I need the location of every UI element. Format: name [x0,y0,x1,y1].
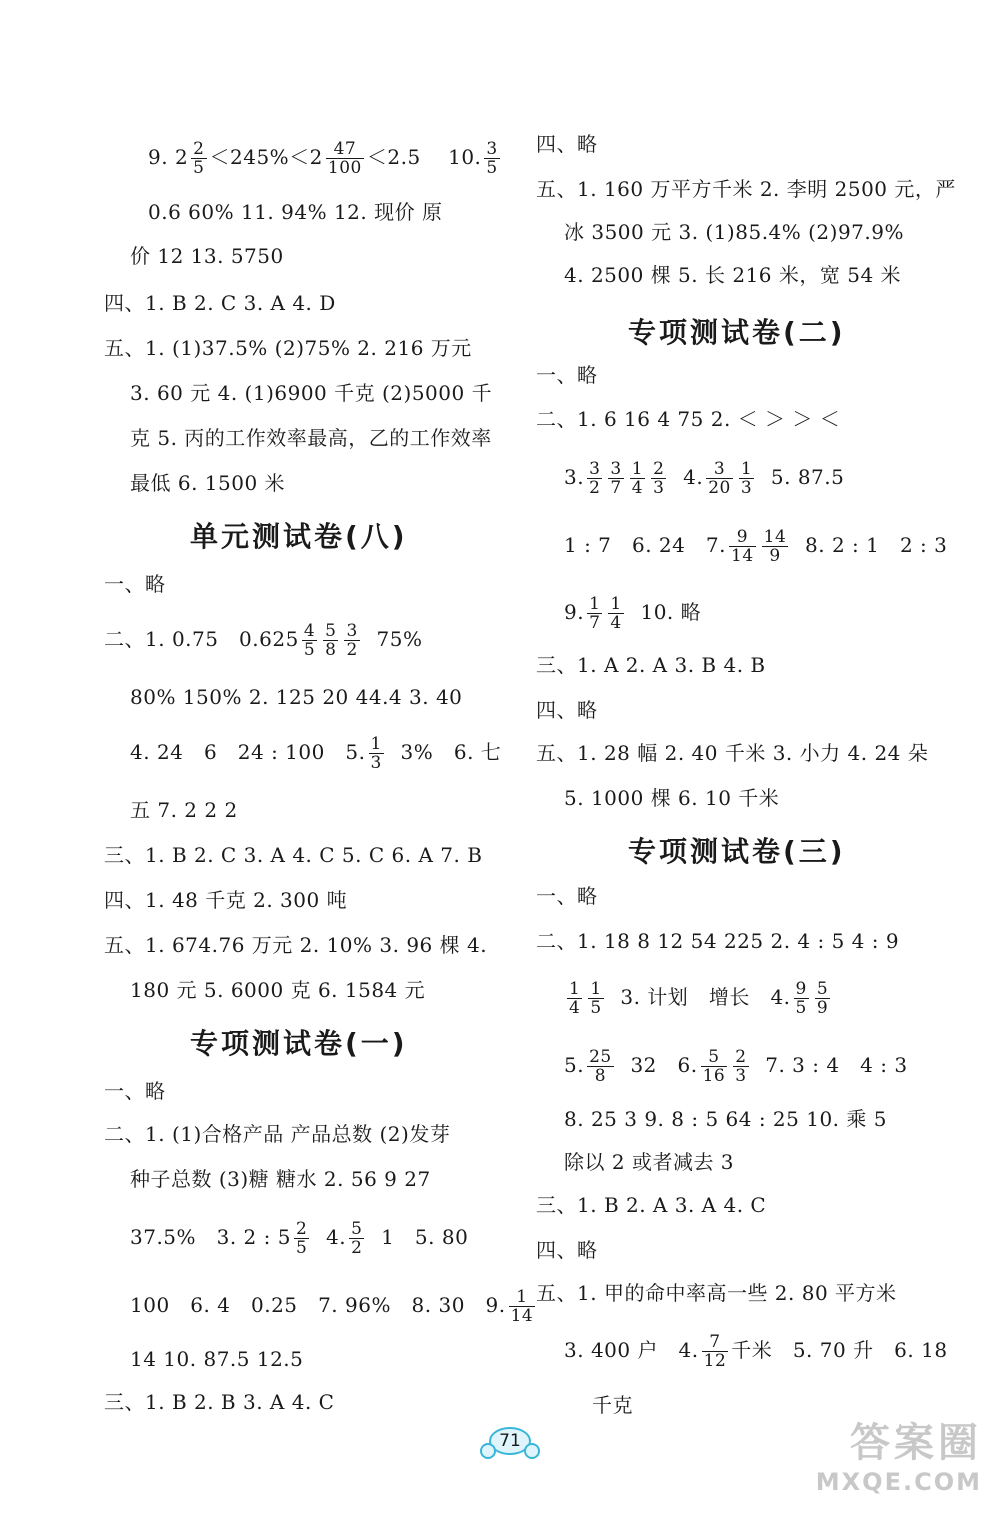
fraction: $\frac{5}{16}$ [702,1047,726,1086]
answer-line: 一、略 [536,363,598,387]
answer-line: 四、略 [536,698,598,722]
answer-line: 一、略 [104,1079,166,1103]
section-title: 专项测试卷(一) [190,1027,408,1060]
fraction: $\frac{2}{3}$ [653,459,665,498]
fraction: $\frac{3}{2}$ [589,459,601,498]
fraction: $\frac{7}{12}$ [703,1332,727,1371]
section-title: 专项测试卷(二) [628,316,846,349]
answer-line: 五、1. 674.76 万元 2. 10% 3. 96 棵 4. [104,933,488,957]
answer-line: 最低 6. 1500 米 [130,471,286,495]
fraction: $\frac{2}{5}$ [295,1219,308,1258]
answer-line: 五、1. 甲的命中率高一些 2. 80 平方米 [536,1281,897,1305]
answer-line: 千克 [592,1393,633,1417]
answer-line: 3. 60 元 4. (1)6900 千克 (2)5000 千 [130,381,493,405]
answer-line: 3. 400 户 4. $\frac{7}{12}$ 千米 5. 70 升 6. 18 [564,1332,948,1371]
fraction: $\frac{14}{9}$ [763,527,787,566]
answer-line: 4. 2500 棵 5. 长 216 米，宽 54 米 [564,263,902,287]
fraction: $\frac{9}{5}$ [795,979,807,1018]
answer-line: $\frac{1}{4}$ $\frac{1}{5}$ 3. 计划 增长 4. $\frac{9}{5}$ $\frac{5}{9}$ [569,979,829,1018]
fraction: $\frac{5}{8}$ [325,621,337,660]
answer-line: 四、略 [536,1238,598,1262]
answer-line: 一、略 [536,884,598,908]
answer-line: 三、1. B 2. B 3. A 4. C [104,1390,335,1414]
answer-line: 五、1. 28 幅 2. 40 千米 3. 小力 4. 24 朵 [536,741,929,765]
answer-line: 二、1. 6 16 4 75 2. ＜ ＞ ＞ ＜ [536,407,841,431]
fraction: $\frac{3}{7}$ [610,459,622,498]
watermark-url: MXQE.COM [815,1468,982,1496]
answer-line: 14 10. 87.5 12.5 [130,1347,304,1371]
answer-line: 0.6 60% 11. 94% 12. 现价 原 [148,200,443,224]
fraction: $\frac{4}{5}$ [303,621,316,660]
answer-line: 二、1. 0.75 0.625 $\frac{4}{5}$ $\frac{5}{8}$ $\frac{3}{2}$ 75% [104,621,423,660]
answer-line: 种子总数 (3)糖 糖水 2. 56 9 27 [130,1167,431,1191]
answer-line: 二、1. (1)合格产品 产品总数 (2)发芽 [104,1122,451,1146]
answer-line: 三、1. A 2. A 3. B 4. B [536,653,766,677]
answer-line: 三、1. B 2. C 3. A 4. C 5. C 6. A 7. B [104,843,483,867]
fraction: $\frac{3}{2}$ [346,621,358,660]
section-title: 单元测试卷(八) [190,520,408,553]
answer-line: 四、1. B 2. C 3. A 4. D [104,291,336,315]
section-title: 专项测试卷(三) [628,835,846,868]
answer-line: 5. 1000 棵 6. 10 千米 [564,786,780,810]
fraction: $\frac{1}{3}$ [370,734,382,773]
answer-line: 克 5. 丙的工作效率最高，乙的工作效率 [130,426,492,450]
answer-line: 冰 3500 元 3. (1)85.4% (2)97.9% [564,220,904,244]
fraction: $\frac{5}{9}$ [816,979,829,1018]
answer-line: 37.5% 3. 2 : 5 $\frac{2}{5}$ 4. $\frac{5}{2}$ 1 5. 80 [130,1219,469,1258]
answer-line: 80% 150% 2. 125 20 44.4 3. 40 [130,685,463,709]
answer-line: 3. $\frac{3}{2}$ $\frac{3}{7}$ $\frac{1}{4}$ $\frac{2}{3}$ 4. $\frac{3}{20}$ $\frac{1}{3}$ 5. 87.5 [564,459,845,498]
fraction: $\frac{3}{20}$ [708,459,731,498]
page-number: 71 [499,1431,521,1451]
fraction: $\frac{2}{5}$ [193,139,205,178]
fraction: $\frac{1}{3}$ [740,459,753,498]
answer-line: 100 6. 4 0.25 7. 96% 8. 30 9. $\frac{1}{14}$ [130,1287,534,1326]
answer-line: 五、1. (1)37.5% (2)75% 2. 216 万元 [104,336,472,360]
answer-line: 四、略 [536,132,598,156]
answer-line: 180 元 5. 6000 克 6. 1584 元 [130,978,426,1002]
answer-line: 4. 24 6 24 : 100 5. $\frac{1}{3}$ 3% 6. 七 [130,734,502,773]
answer-line: 二、1. 18 8 12 54 225 2. 4 : 5 4 : 9 [536,929,900,953]
fraction: $\frac{3}{5}$ [486,139,498,178]
watermark-text: 答案圈 [850,1420,982,1466]
answer-line: 9. $\frac{1}{7}$ $\frac{1}{4}$ 10. 略 [564,594,702,633]
fraction: $\frac{5}{2}$ [351,1219,363,1258]
fraction: $\frac{1}{4}$ [631,459,644,498]
fraction: $\frac{1}{4}$ [610,594,622,633]
answer-line: 9. 2 $\frac{2}{5}$ ＜245%＜2 $\frac{47}{100}$ ＜2.5 10. $\frac{3}{5}$ [148,139,498,178]
fraction: $\frac{9}{14}$ [731,527,754,566]
answer-line: 5. $\frac{25}{8}$ 32 6. $\frac{5}{16}$ $\frac{2}{3}$ 7. 3 : 4 4 : 3 [564,1047,908,1086]
answer-line: 一、略 [104,572,166,596]
answer-line: 四、1. 48 千克 2. 300 吨 [104,888,348,912]
fraction: $\frac{1}{7}$ [589,594,601,633]
answer-line: 五、1. 160 万平方千米 2. 李明 2500 元，严 [536,177,956,201]
fraction: $\frac{1}{14}$ [510,1287,534,1326]
fraction: $\frac{2}{3}$ [735,1047,747,1086]
watermark [816,1411,982,1496]
answer-line: 价 12 13. 5750 [130,244,284,268]
answer-line: 8. 25 3 9. 8 : 5 64 : 25 10. 乘 5 [564,1107,887,1131]
answer-line: 五 7. 2 2 2 [130,798,238,822]
fraction: $\frac{1}{5}$ [590,979,602,1018]
page-number-badge [478,1425,542,1461]
answer-line: 1 : 7 6. 24 7. $\frac{9}{14}$ $\frac{14}{9}$ 8. 2 : 1 2 : 3 [564,527,948,566]
fraction: $\frac{47}{100}$ [327,139,362,178]
answer-line: 除以 2 或者减去 3 [564,1150,735,1174]
answer-line: 三、1. B 2. A 3. A 4. C [536,1193,767,1217]
fraction: $\frac{25}{8}$ [589,1047,612,1086]
fraction: $\frac{1}{4}$ [569,979,581,1018]
